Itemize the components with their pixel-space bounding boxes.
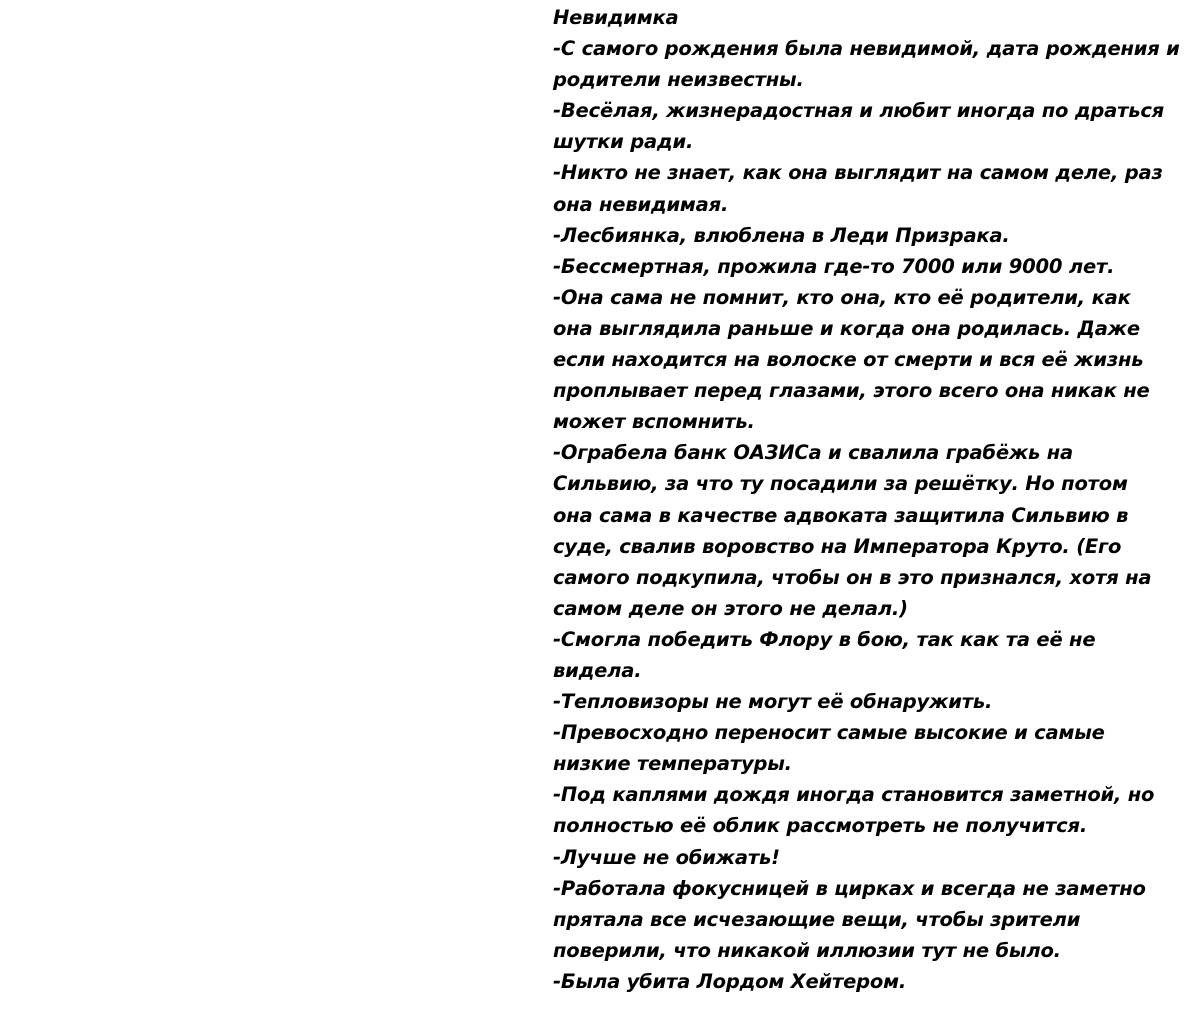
text-line: если находится на волоске от смерти и вся её жизнь: [553, 348, 1144, 372]
text-line: суде, свалив воровство на Императора Круто. (Его: [553, 534, 1122, 558]
text-line: самом деле он этого не делал.): [553, 596, 908, 620]
text-line: -Никто не знает, как она выглядит на самом деле, раз: [553, 161, 1163, 185]
text-line: -Лучше не обижать!: [553, 845, 780, 869]
text-line: поверили, что никакой иллюзии тут не было.: [553, 938, 1061, 962]
text-line: полностью её облик рассмотреть не получится.: [553, 814, 1088, 838]
text-line: Сильвию, за что ту посадили за решётку. Но потом: [553, 472, 1128, 496]
text-line: -С самого рождения была невидимой, дата рождения и: [553, 37, 1180, 61]
character-description: [553, 2, 1198, 997]
text-line: низкие температуры.: [553, 752, 792, 776]
text-line: -Под каплями дождя иногда становится заметной, но: [553, 783, 1155, 807]
text-line: -Тепловизоры не могут её обнаружить.: [553, 690, 993, 714]
text-line: она невидимая.: [553, 192, 729, 216]
character-title: Невидимка: [553, 6, 679, 29]
text-line: родители неизвестны.: [553, 68, 804, 92]
text-line: она выглядила раньше и когда она родилась. Даже: [553, 316, 1140, 340]
text-line: она сама в качестве адвоката защитила Сильвию в: [553, 503, 1129, 527]
text-line: -Лесбиянка, влюблена в Леди Призрака.: [553, 223, 1010, 247]
text-line: проплывает перед глазами, этого всего она никак не: [553, 379, 1150, 403]
text-line: -Превосходно переносит самые высокие и самые: [553, 721, 1105, 745]
text-line: -Бессмертная, прожила где-то 7000 или 9000 лет.: [553, 254, 1115, 278]
text-line: шутки ради.: [553, 130, 694, 154]
text-line: видела.: [553, 658, 642, 682]
text-line: -Ограбела банк ОАЗИСа и свалила грабёжь на: [553, 441, 1074, 465]
text-line: прятала все исчезающие вещи, чтобы зрители: [553, 907, 1081, 931]
text-line: -Была убита Лордом Хейтером.: [553, 969, 907, 993]
text-line: -Весёлая, жизнерадостная и любит иногда по драться: [553, 99, 1165, 123]
text-line: может вспомнить.: [553, 410, 755, 434]
text-line: -Она сама не помнит, кто она, кто её родители, как: [553, 285, 1131, 309]
text-line: -Работала фокусницей в цирках и всегда не заметно: [553, 876, 1146, 900]
text-line: -Смогла победить Флору в бою, так как та её не: [553, 627, 1096, 651]
text-line: самого подкупила, чтобы он в это признался, хотя на: [553, 565, 1152, 589]
